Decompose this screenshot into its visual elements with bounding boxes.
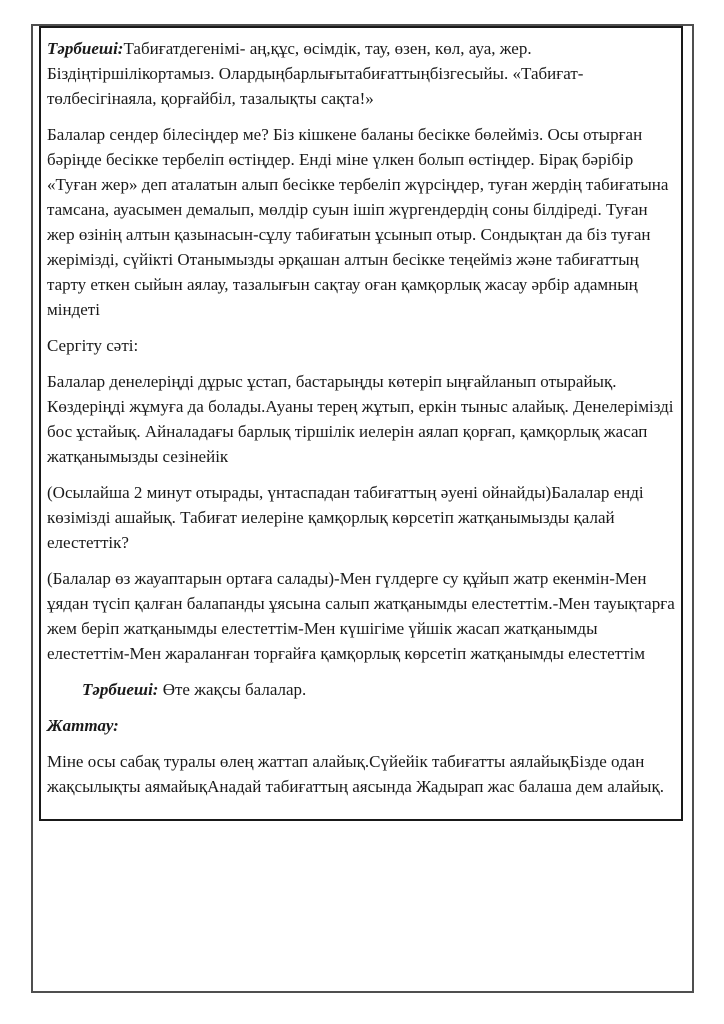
- page-border: [31, 24, 694, 993]
- paragraph: [47, 713, 675, 738]
- paragraph: Тәрбиеші:Табиғатдегенімі- аң,құс, өсімдік, тау, өзен, көл, ауа, жер. Біздіңтіршілікортамыз. Олардыңбарлығытабиғаттыңбізгесыйы. «Табиғат-төлбесігінаяла, қорғайбіл, тазалықты сақта!»: [47, 39, 584, 108]
- paragraph: (Осылайша 2 минут отырады, үнтаспадан табиғаттың әуені ойнайды)Балалар енді көзімізді ашайық. Табиғат иелеріне қамқорлық көрсетіп жатқанымызды қалай елестеттік?: [47, 483, 644, 552]
- speaker-label: Тәрбиеші:: [47, 39, 124, 58]
- lesson-text-box: [39, 26, 683, 821]
- paragraph: Балалар сендер білесіңдер ме? Біз кішкене баланы бесікке бөлейміз. Осы отырған бәріңде бесікке тербеліп өстіңдер. Енді міне үлкен болып өстіңдер. Бірақ бәрібір «Туған жер» деп аталатын алып бесікке тербеліп жүрсіңдер, туған жердің табиғатына тамсана, ауасымен демалып, мөлдір суын ішіп жүргендердің соны білдіреді. Туған жер өзінің алтын қазынасын-сұлу табиғатын ұсынып отыр. Сондықтан да біз туған жерімізді, сүйікті Отанымызды әрқашан алтын бесікке теңейміз және табиғаттың тарту еткен сыйын аялау, тазалығын сақтау оған қамқорлық жасау әрбір адамның міндеті: [47, 125, 669, 319]
- paragraph: Тәрбиеші: Өте жақсы балалар.: [82, 680, 307, 699]
- speaker-label: Жаттау:: [47, 716, 119, 735]
- paragraph: Міне осы сабақ туралы өлең жаттап алайық.Сүйейік табиғатты аялайықБізде одан жақсылықты аямайықАнадай табиғаттың аясында Жадырап жас балаша дем алайық.: [47, 752, 664, 796]
- paragraph: Балалар денелеріңді дұрыс ұстап, бастарыңды көтеріп ыңғайланып отырайық. Көздеріңді жұмуға да болады.Ауаны терең жұтып, еркін тыныс алайық. Денелерімізді бос ұстайық. Айналадағы барлық тіршілік иелерін аялап қорғап, қамқорлық жасап жатқанымызды сезінейік: [47, 372, 674, 466]
- paragraph: (Балалар өз жауаптарын ортаға салады)-Мен гүлдерге су құйып жатр екенмін-Мен ұядан түсіп қалған балапанды ұясына салып жатқанымды елестеттім.-Мен тауықтарға жем беріп жатқанымды елестеттім-Мен күшігіме үйшік жасап жатқанымды елестеттім-Мен жараланған торғайға қамқорлық көрсетіп жатқанымды елестеттім: [47, 569, 675, 663]
- paragraph: Сергіту сәті:: [47, 336, 139, 355]
- paragraph-list: [47, 36, 675, 799]
- speaker-label: Тәрбиеші:: [82, 680, 159, 699]
